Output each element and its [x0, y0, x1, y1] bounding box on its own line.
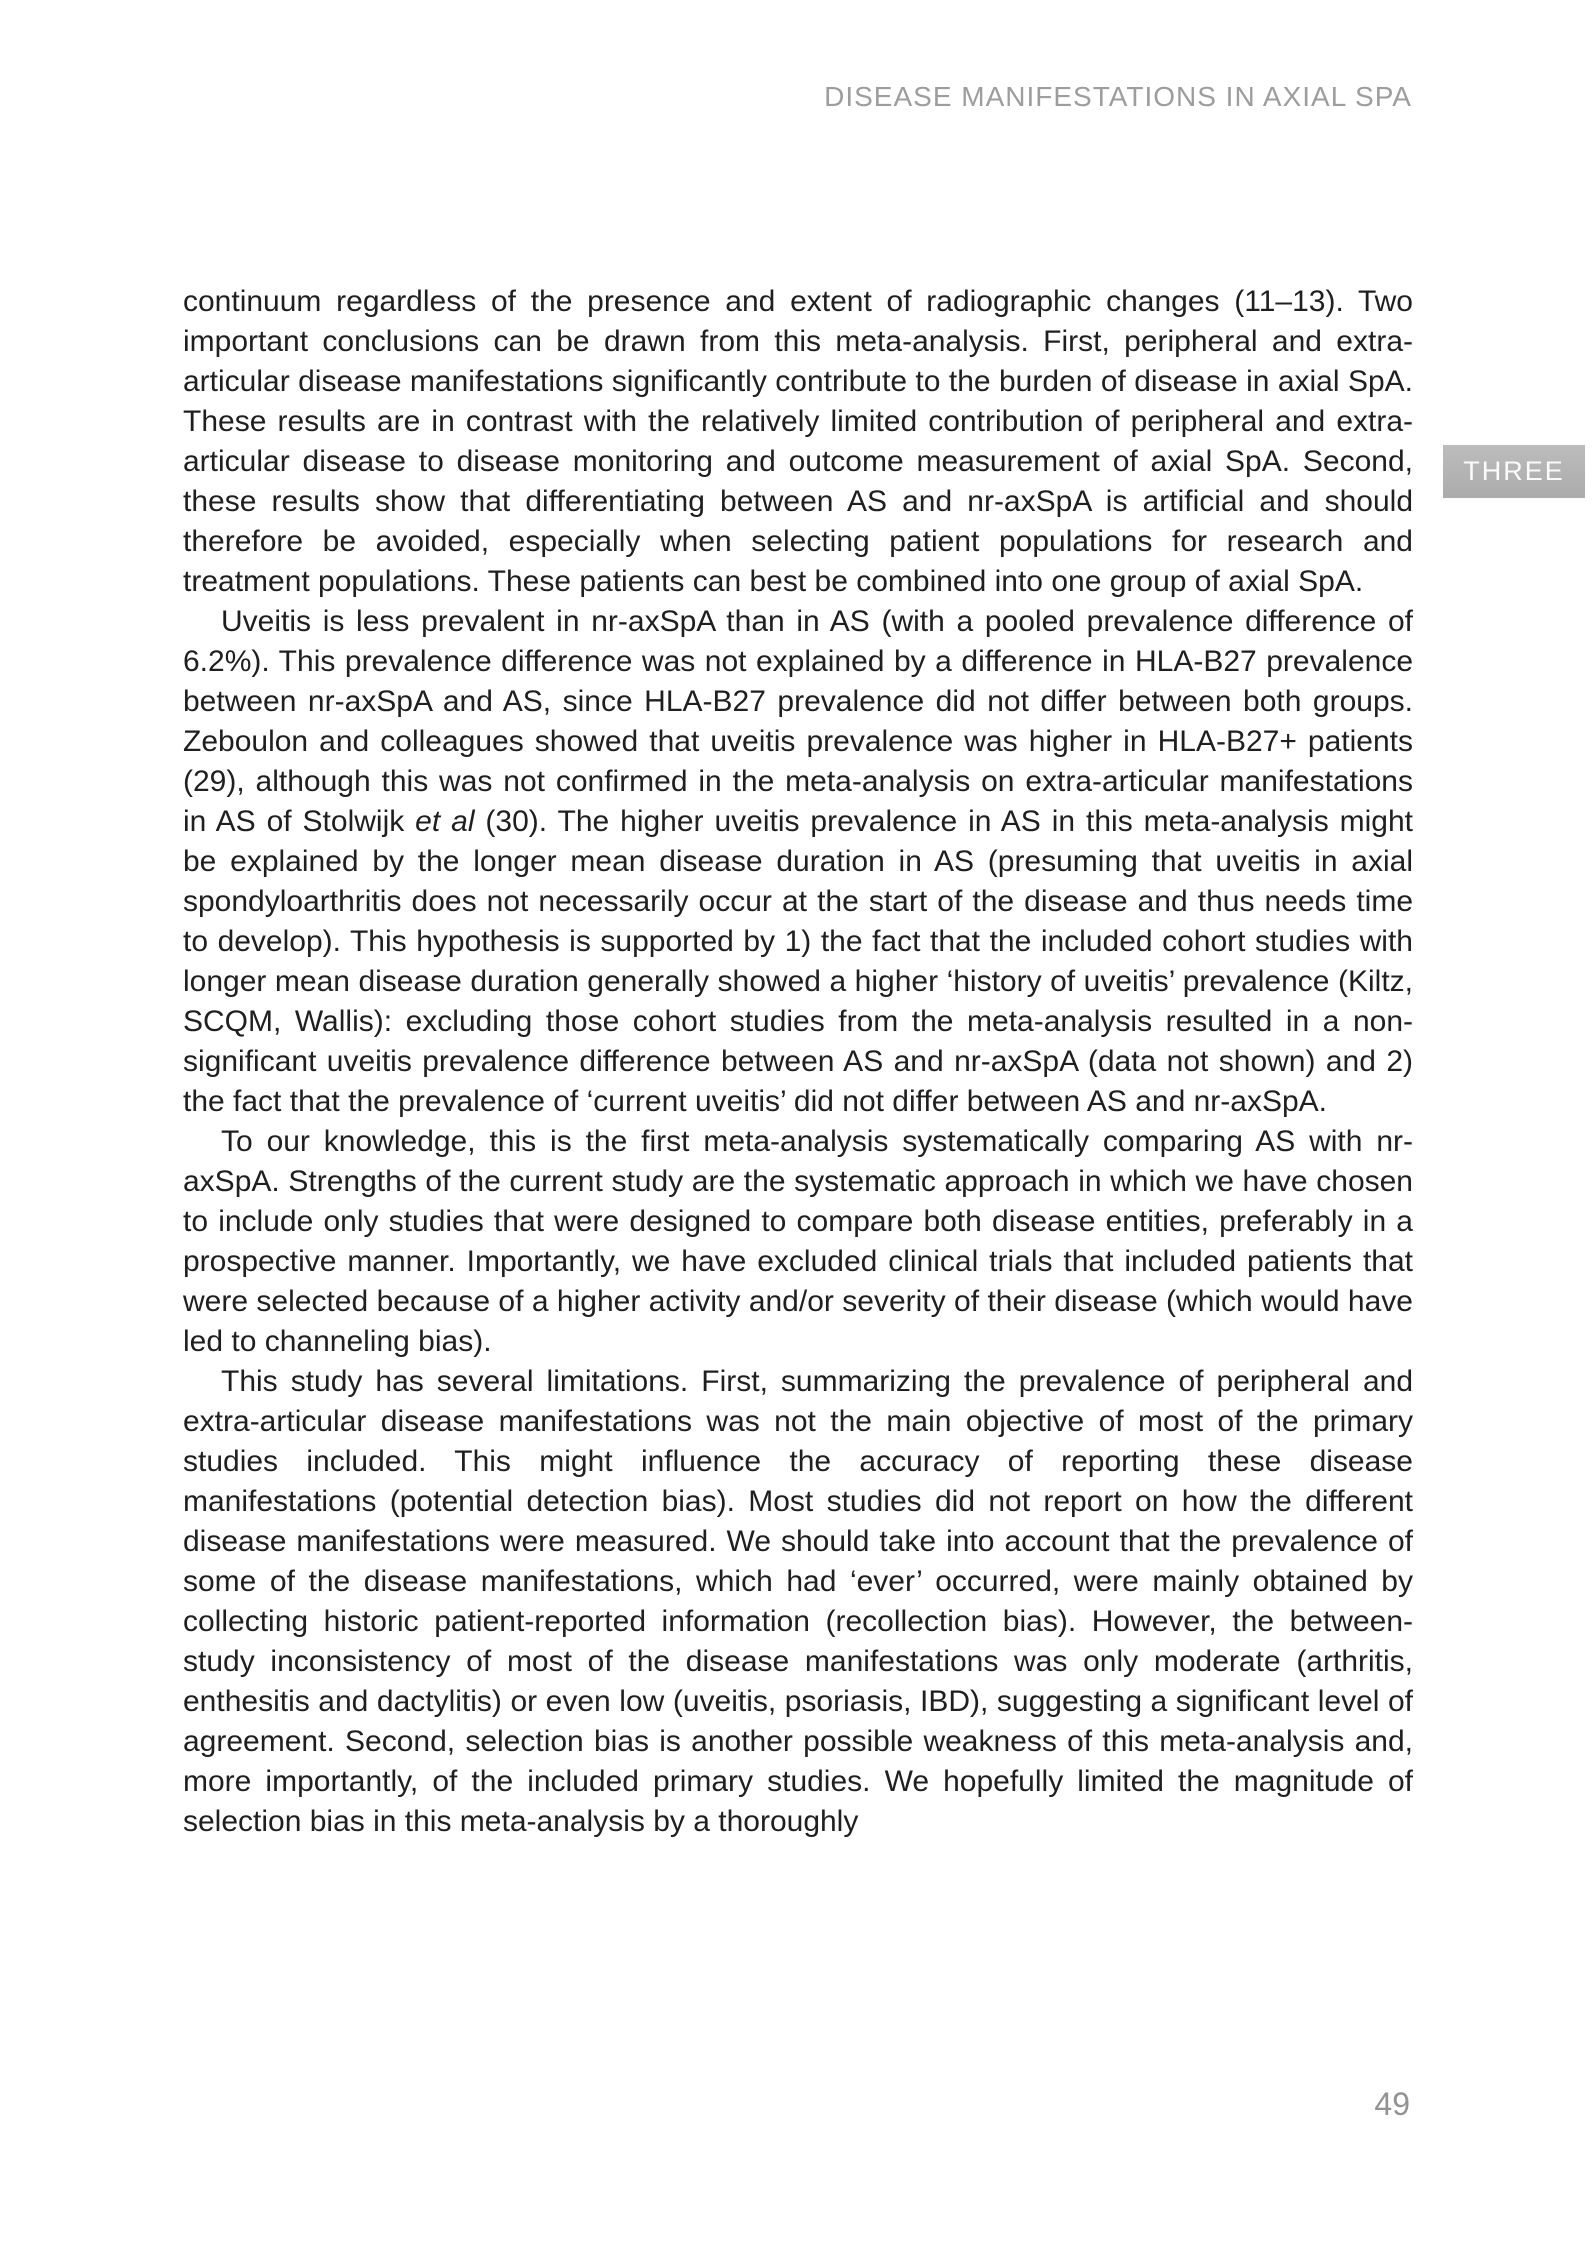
- paragraph: [183, 602, 1413, 1122]
- chapter-tab-label: THREE: [1463, 456, 1565, 486]
- text-run-italic: et al: [415, 805, 475, 838]
- text-run: continuum regardless of the presence and extent of radiographic changes (11–13). Two important conclusions can be drawn from this meta-analysis. First, peripheral and extra-articular disease manifestations significantly contribute to the burden of disease in axial SpA. These results are in contrast with the relatively limited contribution of peripheral and extra-articular disease to disease monitoring and outcome measurement of axial SpA. Second, these results show that differentiating between AS and nr-axSpA is artificial and should therefore be avoided, especially when selecting patient populations for research and treatment populations. These patients can best be combined into one group of axial SpA.: [183, 285, 1413, 598]
- paragraph: [183, 1362, 1413, 1842]
- page-number: 49: [1374, 2086, 1410, 2122]
- paragraph: [183, 1122, 1413, 1362]
- text-run: To our knowledge, this is the first meta-analysis systematically comparing AS with nr-axSpA. Strengths of the current study are the systematic approach in which we have chosen to include only studies that were designed to compare both disease entities, preferably in a prospective manner. Importantly, we have excluded clinical trials that included patients that were selected because of a higher activity and/or severity of their disease (which would have led to channeling bias).: [183, 1125, 1413, 1358]
- text-run: Uveitis is less prevalent in nr-axSpA than in AS (with a pooled prevalence difference of 6.2%). This prevalence difference was not explained by a difference in HLA-B27 prevalence between nr-axSpA and AS, since HLA-B27 prevalence did not differ between both groups. Zeboulon and colleagues showed that uveitis prevalence was higher in HLA-B27+ patients (29), although this was not confirmed in the meta-analysis on extra-articular manifestations in AS of Stolwijk: [183, 605, 1413, 838]
- text-run: This study has several limitations. First, summarizing the prevalence of peripheral and extra-articular disease manifestations was not the main objective of most of the primary studies included. This might influence the accuracy of reporting these disease manifestations (potential detection bias). Most studies did not report on how the different disease manifestations were measured. We should take into account that the prevalence of some of the disease manifestations, which had ‘ever’ occurred, were mainly obtained by collecting historic patient-reported information (recollection bias). However, the between-study inconsistency of most of the disease manifestations was only moderate (arthritis, enthesitis and dactylitis) or even low (uveitis, psoriasis, IBD), suggesting a significant level of agreement. Second, selection bias is another possible weakness of this meta-analysis and, more importantly, of the included primary studies. We hopefully limited the magnitude of selection bias in this meta-analysis by a thoroughly: [183, 1365, 1413, 1838]
- chapter-tab: [1443, 445, 1585, 498]
- running-header: DISEASE MANIFESTATIONS IN AXIAL SPA: [824, 81, 1412, 112]
- body-text: [183, 282, 1413, 1842]
- text-run: (30). The higher uveitis prevalence in AS in this meta-analysis might be explained by the longer mean disease duration in AS (presuming that uveitis in axial spondyloarthritis does not necessarily occur at the start of the disease and thus needs time to develop). This hypothesis is supported by 1) the fact that the included cohort studies with longer mean disease duration generally showed a higher ‘history of uveitis’ prevalence (Kiltz, SCQM, Wallis): excluding those cohort studies from the meta-analysis resulted in a non-significant uveitis prevalence difference between AS and nr-axSpA (data not shown) and 2) the fact that the prevalence of ‘current uveitis’ did not differ between AS and nr-axSpA.: [183, 805, 1413, 1118]
- paragraph: [183, 282, 1413, 602]
